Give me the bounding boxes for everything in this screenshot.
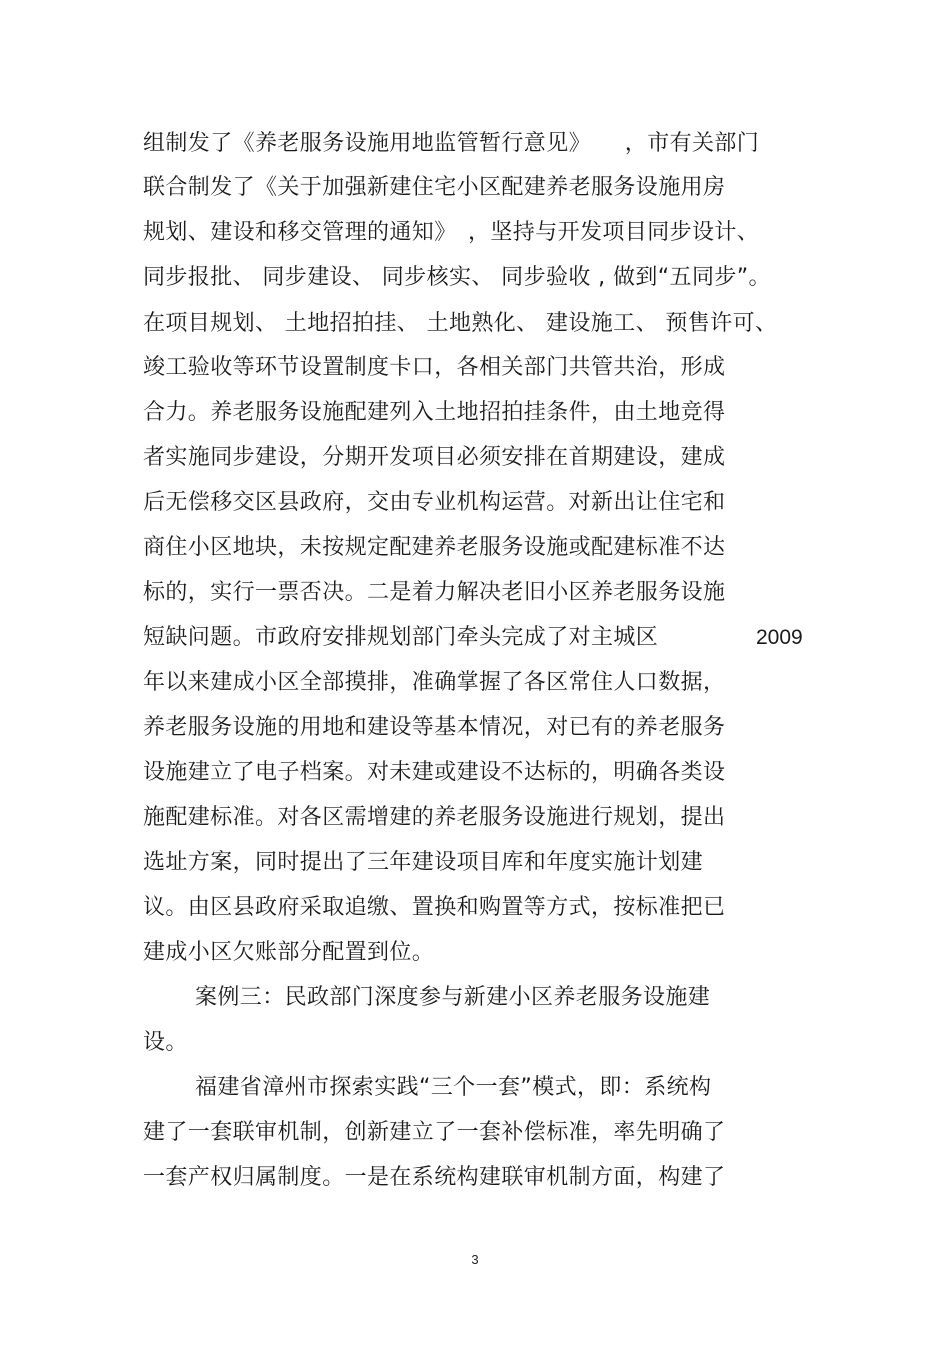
paragraph-start: 福建省漳州市探索实践“三个一套”模式，即：系统构 <box>195 1075 712 1100</box>
text-line: 设。 <box>143 1030 188 1055</box>
text-line: 一套产权归属制度。一是在系统构建联审机制方面，构建了 <box>143 1165 726 1190</box>
text-line: 在项目规划、 土地招拍挂、 土地熟化、 建设施工、 预售许可、 <box>143 311 778 336</box>
year-number: 2009 <box>756 626 803 649</box>
text-line: 联合制发了《关于加强新建住宅小区配建养老服务设施用房 <box>143 175 726 200</box>
text-line: 同步报批、 同步建设、 同步核实、 同步验收 , 做到“五同步”。 <box>143 265 771 290</box>
text-line: 后无偿移交区县政府，交由专业机构运营。对新出让住宅和 <box>143 490 726 515</box>
text-line: 标的，实行一票否决。二是着力解决老旧小区养老服务设施 <box>143 580 726 605</box>
text-line: 建了一套联审机制，创新建立了一套补偿标准，率先明确了 <box>143 1120 726 1145</box>
text-line: 施配建标准。对各区需增建的养老服务设施进行规划，提出 <box>143 805 726 830</box>
text-line: 组制发了《养老服务设施用地监管暂行意见》 ，市有关部门 <box>143 131 760 156</box>
text-line: 商住小区地块，未按规定配建养老服务设施或配建标准不达 <box>143 535 726 560</box>
case-heading: 案例三：民政部门深度参与新建小区养老服务设施建 <box>195 985 711 1010</box>
text-line: 者实施同步建设，分期开发项目必须安排在首期建设，建成 <box>143 445 726 470</box>
text-line: 议。由区县政府采取追缴、置换和购置等方式，按标准把已 <box>143 895 726 920</box>
text-line: 设施建立了电子档案。对未建或建设不达标的，明确各类设 <box>143 760 726 785</box>
text-line: 养老服务设施的用地和建设等基本情况，对已有的养老服务 <box>143 715 726 740</box>
text-line: 规划、建设和移交管理的通知》 ，坚持与开发项目同步设计、 <box>143 220 760 245</box>
text-line: 选址方案，同时提出了三年建设项目库和年度实施计划建 <box>143 850 704 875</box>
text-line: 竣工验收等环节设置制度卡口，各相关部门共管共治，形成 <box>143 355 726 380</box>
text-line: 年以来建成小区全部摸排，准确掌握了各区常住人口数据， <box>143 670 726 695</box>
text-line: 建成小区欠账部分配置到位。 <box>143 940 435 965</box>
page-number: 3 <box>471 1252 479 1267</box>
text-line: 短缺问题。市政府安排规划部门牵头完成了对主城区 <box>143 625 659 650</box>
text-line: 合力。养老服务设施配建列入土地招拍挂条件，由土地竞得 <box>143 400 726 425</box>
